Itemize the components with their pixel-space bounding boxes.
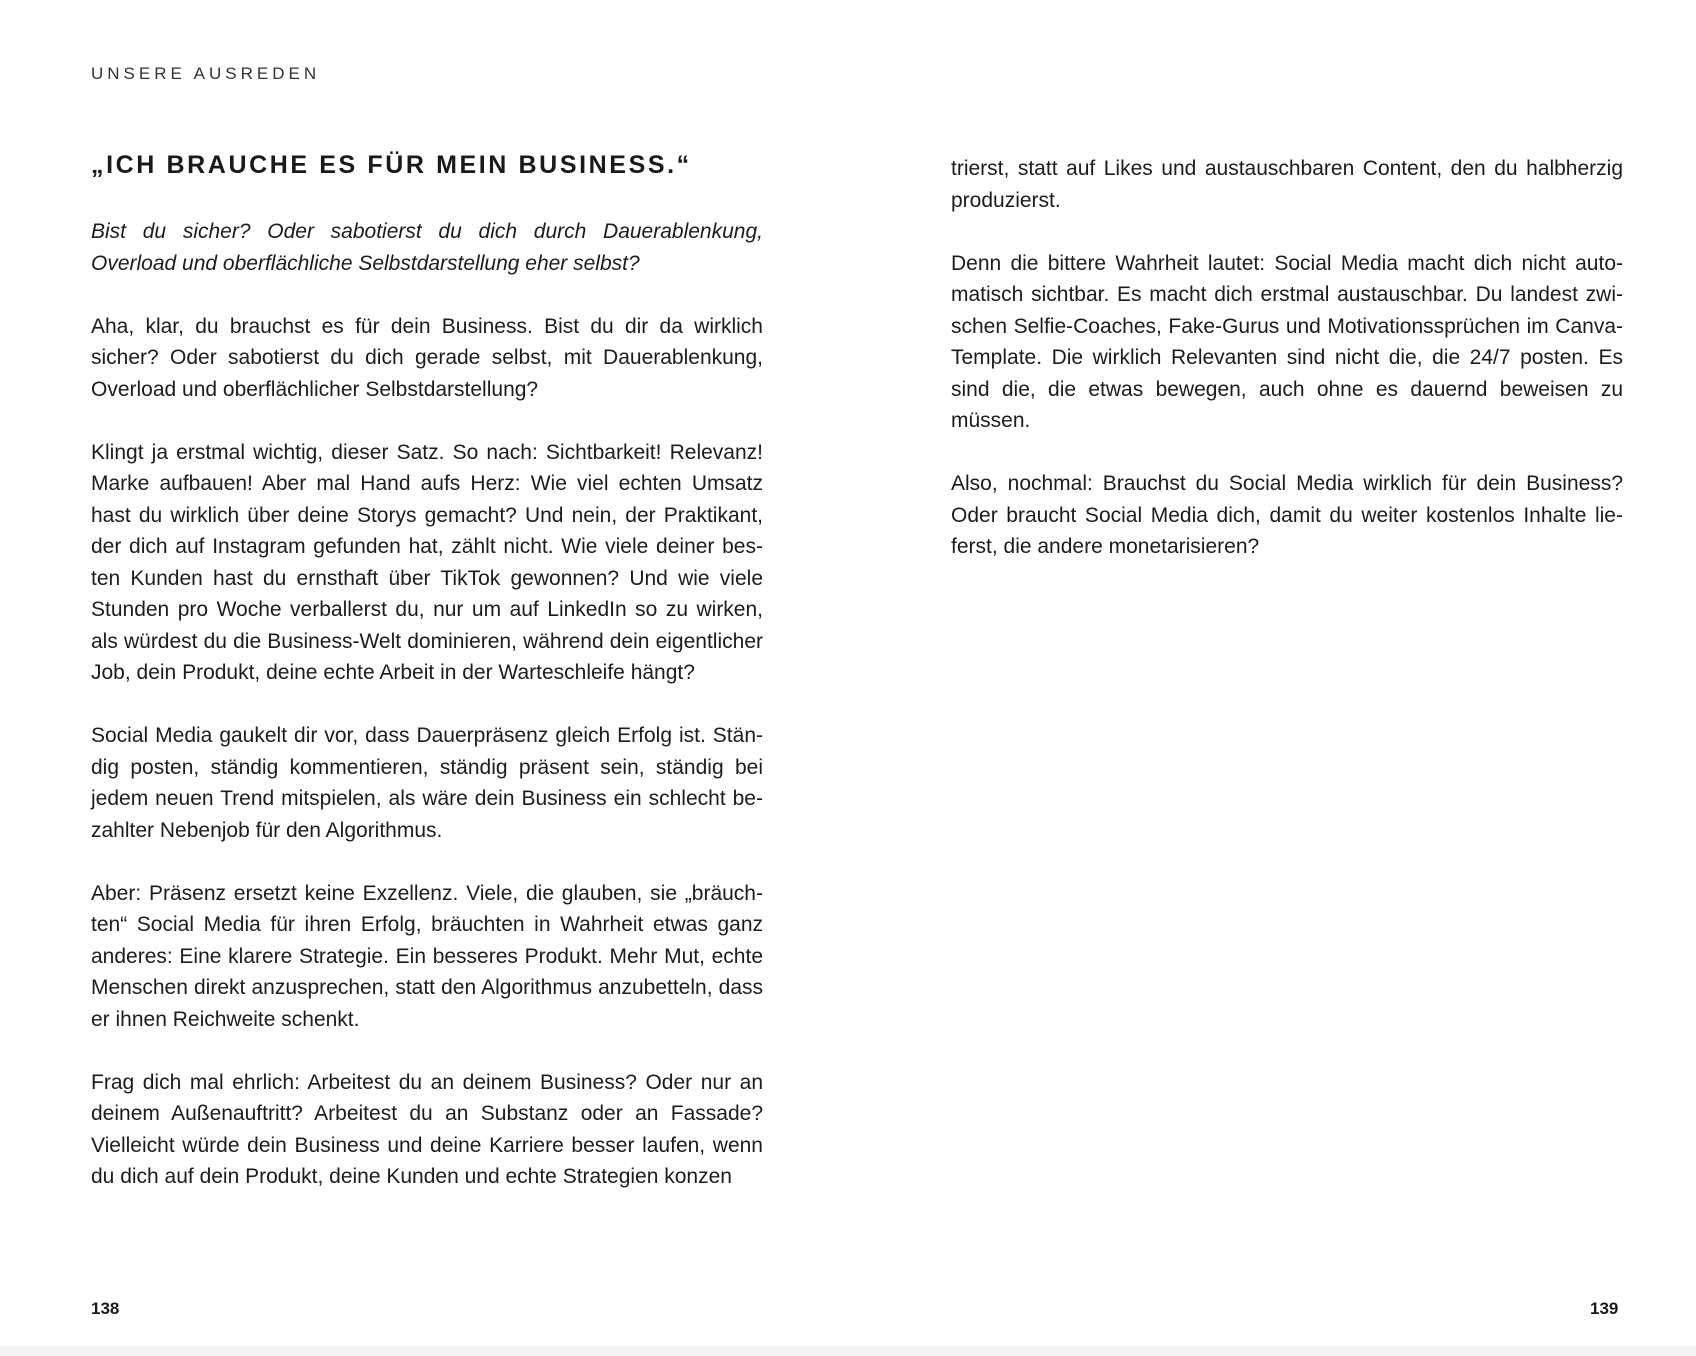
body-paragraph: Aha, klar, du brauchst es für dein Business. Bist du dir da wirklich sicher? Oder sabotierst du dich gerade selbst, mit Dauerablenkung, Overload und oberflächlicher Selbstdarstellung? (91, 314, 763, 401)
body-paragraph: Denn die bittere Wahrheit lautet: Social Media macht dich nicht automatisch sichtbar. Es macht dich erstmal austauschbar. Du landest zwischen Selfie-Coaches, Fake-Gurus und Motivationssprüchen im Canva-Template. Die wirklich Relevanten sind nicht die, die 24/7 posten. Es sind die, die etwas bewegen, auch ohne es dauernd beweisen zu müssen. (951, 251, 1623, 432)
body-paragraph: Frag dich mal ehrlich: Arbeitest du an deinem Business? Oder nur an deinem Außenauftritt? Arbeitest du an Substanz oder an Fassade? Vielleicht würde dein Business und deine Karriere besser laufen, wenn du dich auf dein Produkt, deine Kunden und echte Strategien konzen (91, 1070, 763, 1188)
right-text-column (951, 153, 1623, 594)
body-paragraph: trierst, statt auf Likes und austauschbaren Content, den du halbherzig produzierst. (951, 157, 1623, 212)
lead-paragraph: Bist du sicher? Oder sabotierst du dich durch Dauerablenkung, Overload und oberflächliche Selbstdarstellung eher selbst? (91, 220, 763, 275)
body-paragraph: Klingt ja erstmal wichtig, dieser Satz. So nach: Sichtbarkeit! Relevanz! Marke aufbauen! Aber mal Hand aufs Herz: Wie viel echten Umsatz hast du wirklich über deine Storys gemacht? Und nein, der Praktikant, der dich auf Instagram gefunden hat, zählt nicht. Wie viele deiner besten Kunden hast du ernsthaft über TikTok gewonnen? Und wie viele Stunden pro Woche verballerst du, nur um auf LinkedIn so zu wirken, als würdest du die Business-Welt dominieren, während dein eigentlicher Job, dein Produkt, deine echte Arbeit in der Warteschleife hängt? (91, 440, 763, 684)
body-paragraph: Aber: Präsenz ersetzt keine Exzellenz. Viele, die glauben, sie „bräuchten“ Social Media für ihren Erfolg, bräuchten in Wahrheit etwas ganz anderes: Eine klarere Strategie. Ein besseres Produkt. Mehr Mut, echte Menschen direkt anzusprechen, statt den Algorithmus anzubetteln, dass er ihnen Reichweite schenkt. (91, 881, 763, 1031)
page-number-right: 139 (1590, 1299, 1619, 1318)
body-paragraph: Social Media gaukelt dir vor, dass Dauerpräsenz gleich Erfolg ist. Ständig posten, ständig kommentieren, ständig präsent sein, ständig bei jedem neuen Trend mitspielen, als wäre dein Business ein schlecht bezahlter Nebenjob für den Algorithmus. (91, 724, 763, 842)
bottom-edge-strip (0, 1346, 1696, 1356)
right-page (848, 0, 1696, 1356)
chapter-heading: „ICH BRAUCHE ES FÜR MEIN BUSINESS.“ (91, 151, 692, 179)
page-number-left: 138 (91, 1299, 120, 1318)
body-paragraph: Also, nochmal: Brauchst du Social Media wirklich für dein Business? Oder braucht Social Media dich, damit du weiter kostenlos Inhalte lieferst, die andere monetarisieren? (951, 472, 1623, 558)
running-header: UNSERE AUSREDEN (91, 64, 321, 83)
left-text-column (91, 216, 763, 1224)
